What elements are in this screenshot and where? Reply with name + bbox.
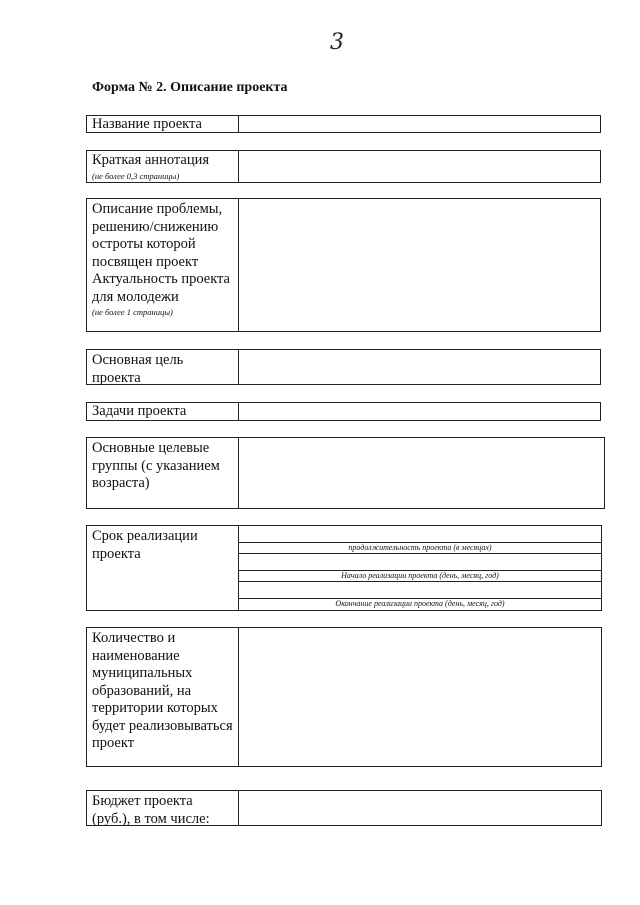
project-name-label-cell (87, 116, 239, 132)
project-name-label: Название проекта (92, 116, 202, 132)
budget-row (86, 790, 602, 826)
term-end-field[interactable] (239, 582, 601, 599)
goal-field[interactable] (239, 350, 600, 384)
form-title: Форма № 2. Описание проекта (92, 80, 288, 95)
problem-label: Описание проблемы, решению/снижению остроты которой посвящен проект Актуальность проекта для молодежи (92, 201, 230, 305)
term-row (86, 525, 602, 611)
problem-label-cell (87, 199, 239, 331)
target-groups-field[interactable] (239, 438, 604, 508)
term-end-caption: Окончание реализации проекта (день, месяц, год) (335, 599, 505, 608)
term-duration-caption: продолжительность проекта (в месяцах) (348, 543, 492, 552)
goal-row (86, 349, 601, 385)
problem-row (86, 198, 601, 332)
term-start-row (239, 554, 601, 582)
term-grid (239, 526, 601, 610)
budget-label: Бюджет проекта (руб.), в том числе: (92, 793, 210, 827)
budget-field[interactable] (239, 791, 601, 825)
tasks-row (86, 402, 601, 421)
annotation-label: Краткая аннотация (92, 152, 210, 168)
municipalities-label-cell (87, 628, 239, 766)
target-groups-label: Основные целевые группы (с указанием возраста) (92, 440, 220, 491)
term-duration-row (239, 526, 601, 554)
term-label-cell (87, 526, 239, 610)
goal-label-cell (87, 350, 239, 384)
target-groups-row (86, 437, 605, 509)
annotation-row (86, 150, 601, 183)
term-duration-field[interactable] (239, 526, 601, 543)
problem-field[interactable] (239, 199, 600, 331)
tasks-label-cell (87, 403, 239, 420)
term-start-field[interactable] (239, 554, 601, 571)
municipalities-field[interactable] (239, 628, 601, 766)
municipalities-label: Количество и наименование муниципальных образований, на территории которых будет реализовываться проект (92, 630, 233, 751)
problem-note: (не более 1 страницы) (92, 307, 173, 317)
target-groups-label-cell (87, 438, 239, 508)
annotation-field[interactable] (239, 151, 600, 182)
goal-label: Основная цель проекта (92, 352, 184, 386)
term-label: Срок реализации проекта (92, 528, 198, 562)
annotation-note: (не более 0,3 страницы) (92, 170, 180, 181)
term-end-row (239, 582, 601, 610)
tasks-label: Задачи проекта (92, 403, 187, 419)
project-name-field[interactable] (239, 116, 600, 132)
tasks-field[interactable] (239, 403, 600, 420)
budget-label-cell (87, 791, 239, 825)
term-start-caption: Начало реализации проекта (день, месяц, год) (341, 571, 499, 580)
page-number: 3 (330, 30, 344, 55)
municipalities-row (86, 627, 602, 767)
project-name-row (86, 115, 601, 133)
annotation-label-cell (87, 151, 239, 182)
